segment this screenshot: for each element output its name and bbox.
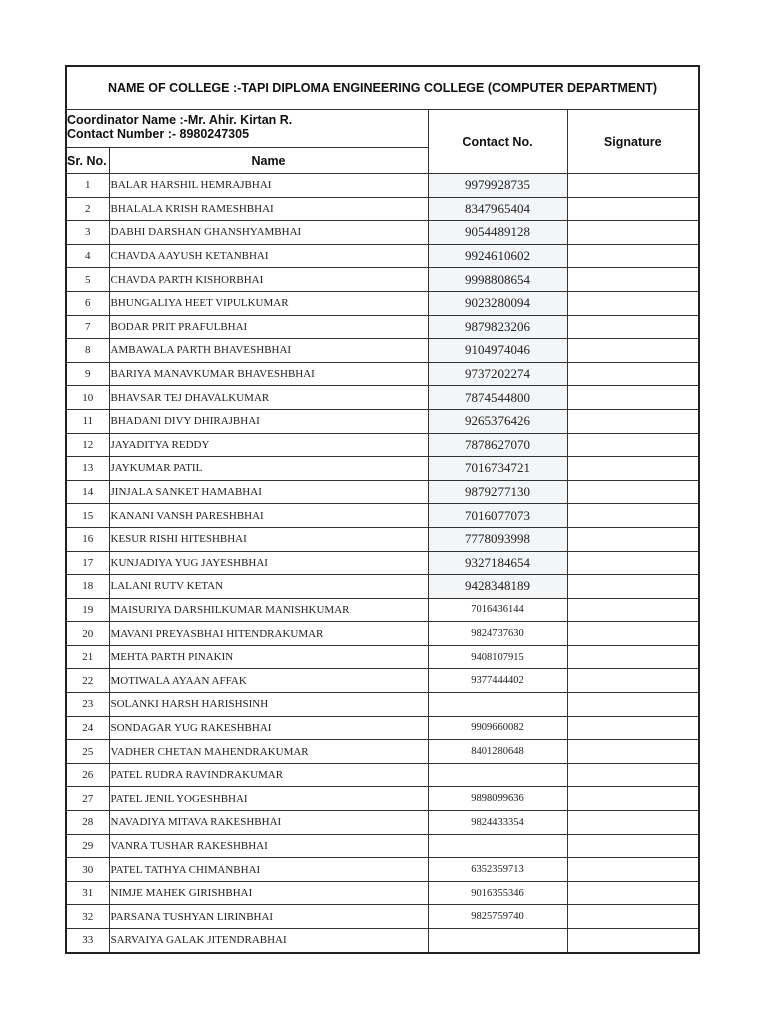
contact-cell: 9377444402 [428, 669, 567, 693]
table-row [66, 693, 699, 717]
signature-cell [567, 811, 699, 835]
sr-no-cell: 5 [66, 268, 109, 292]
name-cell: MEHTA PARTH PINAKIN [109, 645, 428, 669]
table-row [66, 881, 699, 905]
signature-cell [567, 433, 699, 457]
table-row [66, 763, 699, 787]
signature-cell [567, 409, 699, 433]
contact-cell: 9327184654 [428, 551, 567, 575]
sr-no-cell: 28 [66, 811, 109, 835]
sr-no-cell: 30 [66, 858, 109, 882]
name-cell: KUNJADIYA YUG JAYESHBHAI [109, 551, 428, 575]
contact-column-header: Contact No. [428, 110, 567, 174]
contact-cell: 8401280648 [428, 740, 567, 764]
sr-no-cell: 4 [66, 244, 109, 268]
sr-no-column-header: Sr. No. [66, 148, 109, 174]
name-cell: KANANI VANSH PARESHBHAI [109, 504, 428, 528]
name-cell: KESUR RISHI HITESHBHAI [109, 527, 428, 551]
student-contact-table [65, 65, 700, 954]
signature-column-header: Signature [567, 110, 699, 174]
name-cell: CHAVDA PARTH KISHORBHAI [109, 268, 428, 292]
contact-cell: 7016436144 [428, 598, 567, 622]
contact-cell: 9879277130 [428, 480, 567, 504]
contact-cell: 9998808654 [428, 268, 567, 292]
signature-cell [567, 551, 699, 575]
sr-no-cell: 31 [66, 881, 109, 905]
contact-cell: 9924610602 [428, 244, 567, 268]
sr-no-cell: 15 [66, 504, 109, 528]
sr-no-cell: 29 [66, 834, 109, 858]
sr-no-cell: 9 [66, 362, 109, 386]
table-row [66, 527, 699, 551]
name-cell: JAYKUMAR PATIL [109, 457, 428, 481]
table-row [66, 197, 699, 221]
sr-no-cell: 16 [66, 527, 109, 551]
contact-cell [428, 693, 567, 717]
table-row [66, 834, 699, 858]
sr-no-cell: 1 [66, 174, 109, 198]
name-cell: JAYADITYA REDDY [109, 433, 428, 457]
name-cell: JINJALA SANKET HAMABHAI [109, 480, 428, 504]
signature-cell [567, 834, 699, 858]
sr-no-cell: 18 [66, 575, 109, 599]
name-cell: BALAR HARSHIL HEMRAJBHAI [109, 174, 428, 198]
name-cell: SARVAIYA GALAK JITENDRABHAI [109, 929, 428, 953]
sr-no-cell: 13 [66, 457, 109, 481]
name-cell: PATEL TATHYA CHIMANBHAI [109, 858, 428, 882]
name-cell: MOTIWALA AYAAN AFFAK [109, 669, 428, 693]
table-row [66, 386, 699, 410]
sr-no-cell: 7 [66, 315, 109, 339]
signature-cell [567, 881, 699, 905]
name-cell: BHUNGALIYA HEET VIPULKUMAR [109, 291, 428, 315]
coordinator-name: Coordinator Name :-Mr. Ahir. Kirtan R. [67, 113, 293, 127]
signature-cell [567, 905, 699, 929]
table-row [66, 716, 699, 740]
contact-cell: 9898099636 [428, 787, 567, 811]
signature-cell [567, 858, 699, 882]
table-row [66, 645, 699, 669]
contact-cell: 8347965404 [428, 197, 567, 221]
name-cell: PARSANA TUSHYAN LIRINBHAI [109, 905, 428, 929]
table-row [66, 811, 699, 835]
contact-cell: 7778093998 [428, 527, 567, 551]
signature-cell [567, 787, 699, 811]
name-cell: PATEL JENIL YOGESHBHAI [109, 787, 428, 811]
contact-cell: 9428348189 [428, 575, 567, 599]
table-row [66, 174, 699, 198]
name-cell: AMBAWALA PARTH BHAVESHBHAI [109, 339, 428, 363]
name-cell: MAISURIYA DARSHILKUMAR MANISHKUMAR [109, 598, 428, 622]
signature-cell [567, 929, 699, 953]
contact-cell: 7878627070 [428, 433, 567, 457]
signature-cell [567, 504, 699, 528]
signature-cell [567, 315, 699, 339]
contact-cell: 7016734721 [428, 457, 567, 481]
sr-no-cell: 19 [66, 598, 109, 622]
name-cell: NAVADIYA MITAVA RAKESHBHAI [109, 811, 428, 835]
table-row [66, 740, 699, 764]
table-row [66, 929, 699, 953]
contact-cell [428, 929, 567, 953]
sr-no-cell: 27 [66, 787, 109, 811]
contact-cell: 9265376426 [428, 409, 567, 433]
sr-no-cell: 33 [66, 929, 109, 953]
sr-no-cell: 22 [66, 669, 109, 693]
contact-cell: 7874544800 [428, 386, 567, 410]
name-column-header: Name [109, 148, 428, 174]
name-cell: BODAR PRIT PRAFULBHAI [109, 315, 428, 339]
signature-cell [567, 693, 699, 717]
signature-cell [567, 339, 699, 363]
table-row [66, 433, 699, 457]
table-row [66, 858, 699, 882]
sr-no-cell: 10 [66, 386, 109, 410]
sr-no-cell: 25 [66, 740, 109, 764]
sr-no-cell: 8 [66, 339, 109, 363]
contact-cell: 9016355346 [428, 881, 567, 905]
sr-no-cell: 11 [66, 409, 109, 433]
signature-cell [567, 268, 699, 292]
name-cell: NIMJE MAHEK GIRISHBHAI [109, 881, 428, 905]
table-row [66, 409, 699, 433]
signature-cell [567, 645, 699, 669]
signature-cell [567, 716, 699, 740]
signature-cell [567, 598, 699, 622]
name-cell: SONDAGAR YUG RAKESHBHAI [109, 716, 428, 740]
college-title: NAME OF COLLEGE :-TAPI DIPLOMA ENGINEERING COLLEGE (COMPUTER DEPARTMENT) [66, 66, 699, 110]
sr-no-cell: 20 [66, 622, 109, 646]
name-cell: MAVANI PREYASBHAI HITENDRAKUMAR [109, 622, 428, 646]
sr-no-cell: 24 [66, 716, 109, 740]
table-row [66, 905, 699, 929]
contact-cell: 9979928735 [428, 174, 567, 198]
sr-no-cell: 12 [66, 433, 109, 457]
sr-no-cell: 6 [66, 291, 109, 315]
table-row [66, 315, 699, 339]
sr-no-cell: 23 [66, 693, 109, 717]
signature-cell [567, 197, 699, 221]
signature-cell [567, 575, 699, 599]
table-row [66, 221, 699, 245]
contact-cell: 9054489128 [428, 221, 567, 245]
coordinator-info [66, 110, 428, 148]
signature-cell [567, 669, 699, 693]
signature-cell [567, 291, 699, 315]
signature-cell [567, 221, 699, 245]
table-row [66, 268, 699, 292]
signature-cell [567, 480, 699, 504]
sr-no-cell: 32 [66, 905, 109, 929]
table-row [66, 244, 699, 268]
table-row [66, 291, 699, 315]
signature-cell [567, 763, 699, 787]
table-row [66, 504, 699, 528]
table-row [66, 339, 699, 363]
contact-cell: 9909660082 [428, 716, 567, 740]
table-row [66, 622, 699, 646]
table-row [66, 480, 699, 504]
signature-cell [567, 457, 699, 481]
name-cell: LALANI RUTV KETAN [109, 575, 428, 599]
contact-cell: 9824433354 [428, 811, 567, 835]
sr-no-cell: 21 [66, 645, 109, 669]
signature-cell [567, 244, 699, 268]
signature-cell [567, 740, 699, 764]
contact-cell: 9104974046 [428, 339, 567, 363]
table-row [66, 575, 699, 599]
sr-no-cell: 17 [66, 551, 109, 575]
table-row [66, 787, 699, 811]
contact-cell: 9824737630 [428, 622, 567, 646]
table-row [66, 457, 699, 481]
sr-no-cell: 2 [66, 197, 109, 221]
table-row [66, 598, 699, 622]
signature-cell [567, 622, 699, 646]
table-row [66, 551, 699, 575]
name-cell: VADHER CHETAN MAHENDRAKUMAR [109, 740, 428, 764]
signature-cell [567, 362, 699, 386]
contact-cell: 9023280094 [428, 291, 567, 315]
contact-cell [428, 763, 567, 787]
signature-cell [567, 386, 699, 410]
sr-no-cell: 14 [66, 480, 109, 504]
name-cell: PATEL RUDRA RAVINDRAKUMAR [109, 763, 428, 787]
signature-cell [567, 527, 699, 551]
name-cell: VANRA TUSHAR RAKESHBHAI [109, 834, 428, 858]
table-row [66, 362, 699, 386]
signature-cell [567, 174, 699, 198]
sr-no-cell: 3 [66, 221, 109, 245]
contact-cell: 6352359713 [428, 858, 567, 882]
coordinator-contact: Contact Number :- 8980247305 [67, 127, 250, 141]
sr-no-cell: 26 [66, 763, 109, 787]
contact-cell: 9825759740 [428, 905, 567, 929]
name-cell: BARIYA MANAVKUMAR BHAVESHBHAI [109, 362, 428, 386]
contact-cell [428, 834, 567, 858]
contact-cell: 7016077073 [428, 504, 567, 528]
name-cell: DABHI DARSHAN GHANSHYAMBHAI [109, 221, 428, 245]
contact-cell: 9737202274 [428, 362, 567, 386]
name-cell: BHALALA KRISH RAMESHBHAI [109, 197, 428, 221]
name-cell: SOLANKI HARSH HARISHSINH [109, 693, 428, 717]
table-row [66, 669, 699, 693]
name-cell: BHAVSAR TEJ DHAVALKUMAR [109, 386, 428, 410]
contact-cell: 9879823206 [428, 315, 567, 339]
contact-cell: 9408107915 [428, 645, 567, 669]
name-cell: CHAVDA AAYUSH KETANBHAI [109, 244, 428, 268]
name-cell: BHADANI DIVY DHIRAJBHAI [109, 409, 428, 433]
